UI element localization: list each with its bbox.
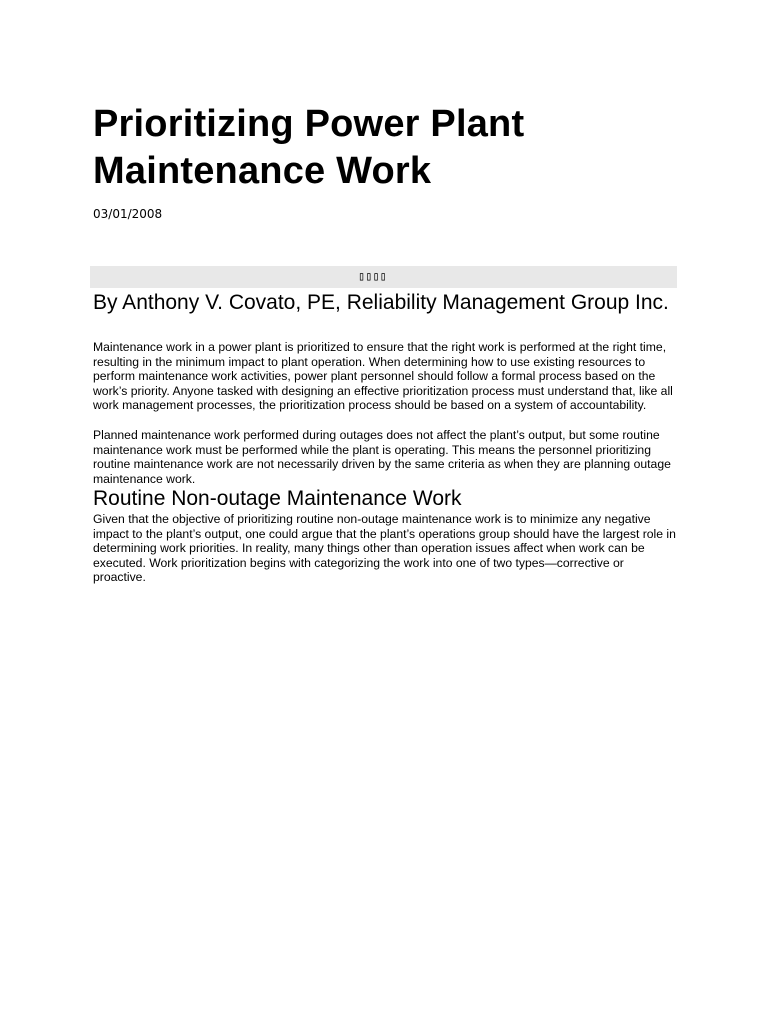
body-paragraph-1: Maintenance work in a power plant is prioritized to ensure that the right work is performed at the right time, resulting in the minimum impact to plant operation. When determining how to use existing resources to perform maintenance work activities, power plant personnel should follow a formal process based on the work’s priority. Anyone tasked with designing an effective prioritization process must understand that, like all work management processes, the prioritization process should be based on a system of accountability. <box>93 340 673 413</box>
article-date: 03/01/2008 <box>93 207 163 221</box>
missing-glyph-icons: ▯▯▯▯ <box>358 269 387 283</box>
article-byline: By Anthony V. Covato, PE, Reliability Management Group Inc. <box>93 291 669 314</box>
body-paragraph-2: Planned maintenance work performed during outages does not affect the plant’s output, but some routine maintenance work must be performed while the plant is operating. This means the personnel prioritizing routine maintenance work are not necessarily driven by the same criteria as when they are planning outage maintenance work. <box>93 428 671 486</box>
section-paragraph: Given that the objective of prioritizing routine non-outage maintenance work is to minimize any negative impact to the plant’s output, one could argue that the plant’s operations group should have the largest role in determining work priorities. In reality, many things other than operation issues affect when work can be executed. Work prioritization begins with categorizing the work into one of two types—corrective or proactive. <box>93 512 676 585</box>
glyph-band <box>90 266 677 288</box>
article-title: Prioritizing Power Plant Maintenance Work <box>93 103 525 192</box>
section-heading: Routine Non-outage Maintenance Work <box>93 487 462 510</box>
